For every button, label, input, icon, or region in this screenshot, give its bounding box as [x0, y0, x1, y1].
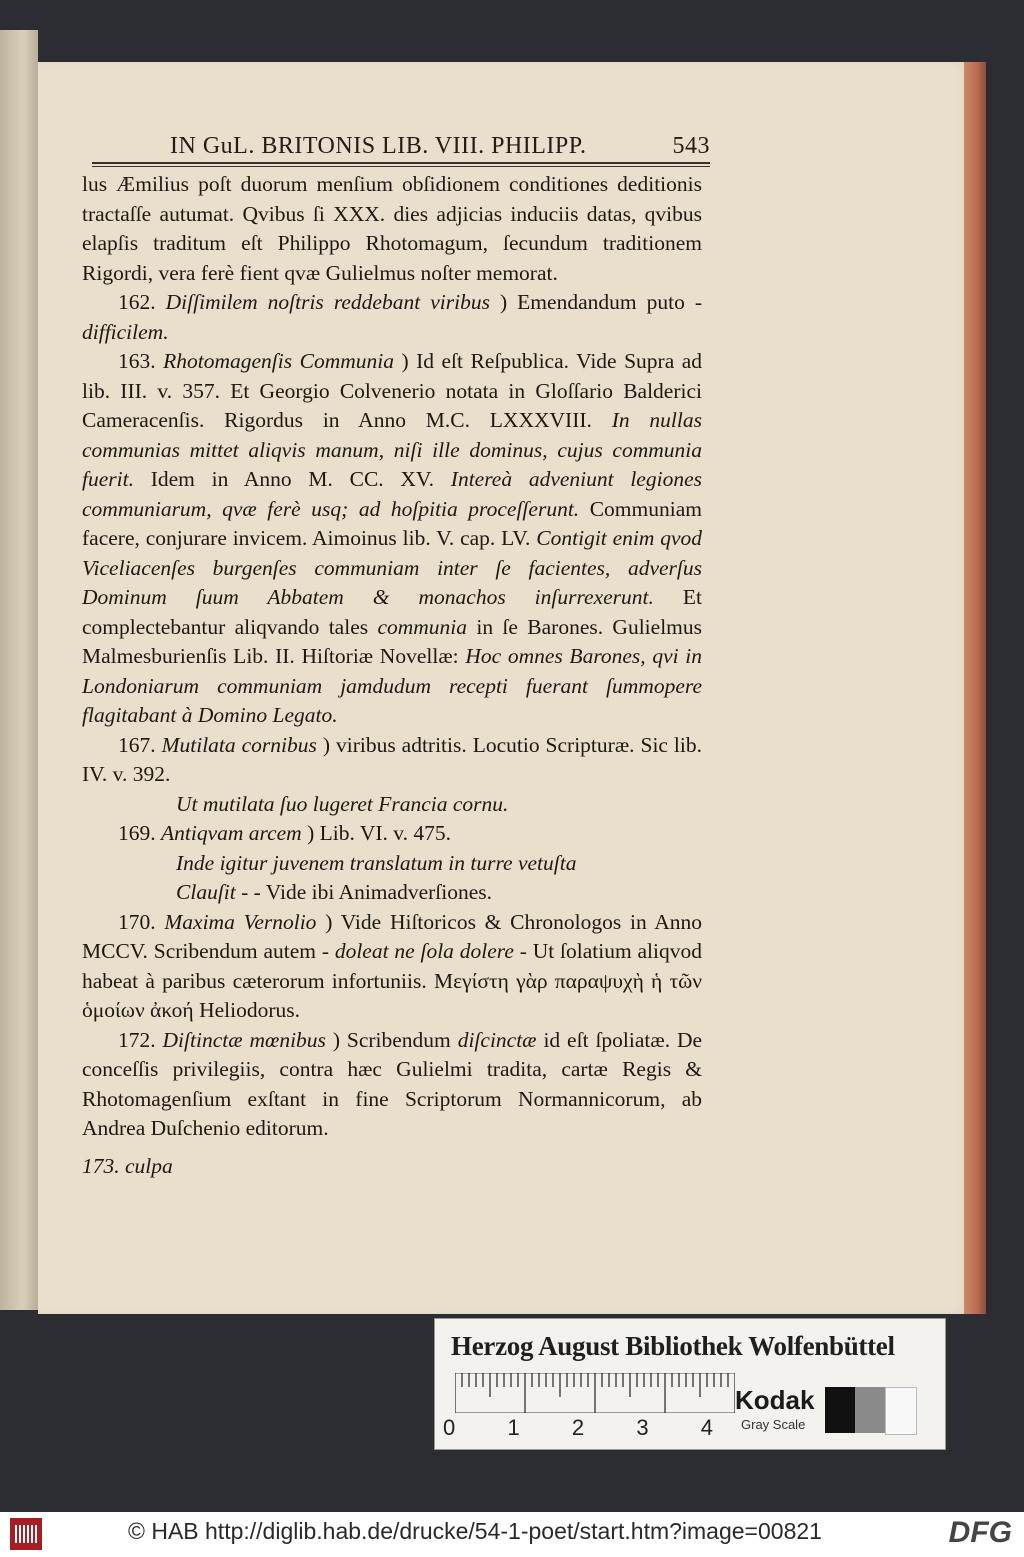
page-edge [964, 62, 986, 1314]
note-text: Et complectebantur aliqvando tales [82, 585, 702, 639]
note-number: 170. [118, 909, 156, 934]
note-lemma: Rhotomagenſis Communia [163, 349, 394, 373]
ruler-number: 3 [636, 1415, 649, 1440]
note-170 [82, 908, 702, 1026]
verse-169-1: Inde igitur juvenem translatum in turre vetuſta [176, 850, 577, 875]
kodak-logo: Kodak [735, 1385, 815, 1415]
note-text: - - Vide ibi Animadverſiones. [241, 880, 493, 904]
note-text: Communiam facere, conjurare invicem. Aimoinus lib. V. cap. LV. [82, 496, 702, 550]
ruler-number: 1 [507, 1415, 520, 1440]
ruler-numbers [443, 1415, 713, 1441]
verse-169-2 [82, 878, 702, 908]
note-text: in ſe Barones. Gulielmus Malmesburienſis Lib. II. Hiſtoriæ Novellæ: [82, 614, 703, 668]
header-rule [92, 162, 710, 164]
note-167 [82, 731, 702, 790]
note-quote: Hoc omnes Barones, qvi in Londoniarum communiam jamdudum recepti fuerant ſummopere flagitabant à Domino Legato. [82, 644, 703, 727]
running-title: IN GuL. BRITONIS LIB. VIII. PHILIPP. [170, 133, 587, 159]
note-number: 163. [118, 349, 156, 373]
note-text: id eſt ſpoliatæ. De conceſſis privilegiis, contra hæc Gulielmi tradita, cartæ Regis & Rhotomagenſium exſtant in fine Scriptorum Normannicorum, ab Andrea Duſchenio editorum. [82, 1027, 703, 1140]
note-quote: Contigit enim qvod Viceliacenſes burgenſes communiam inter ſe facientes, adverſus Dominum ſuum Abbatem & monachos inſurrexerunt. [82, 526, 703, 609]
note-lemma: Mutilata cornibus [161, 732, 317, 757]
ruler-number: 0 [443, 1415, 456, 1440]
note-word: communia [377, 614, 468, 639]
note-text: Heliodorus. [199, 998, 300, 1022]
note-quote: doleat ne ſola dolere - [334, 939, 527, 963]
header-rule-thin [92, 166, 710, 167]
note-text: ) Id eſt Reſpublica. Vide Supra ad lib. III. v. 357. Et Georgio Colvenerio notata in Gloſſario Balderici Cameracenſis. Rigordus in Anno M.C. LXXXVIII. [82, 349, 703, 432]
note-number: 172. [118, 1027, 156, 1052]
dfg-logo: DFG [948, 1516, 1012, 1549]
note-number: 169. [118, 821, 156, 845]
page-text [82, 170, 702, 1181]
verse-167: Ut mutilata ſuo lugeret Francia cornu. [176, 791, 509, 816]
paragraph-1: lus Æmilius poſt duorum menſium obſidionem conditiones deditionis tractaſſe autumat. Qvibus ſi XXX. dies adjicias induciis datas, qvibus elapſis traditum eſt Philippo Rhotomagum, ſecundum traditionem Rigordi, vera ferè fient qvæ Gulielmus noſter memorat. [82, 172, 702, 285]
note-lemma: Maxima Vernolio [164, 909, 317, 934]
gray-swatch-black [825, 1387, 855, 1433]
note-text: ) Emendandum puto - [499, 290, 703, 314]
gray-swatch-white [885, 1387, 917, 1435]
ruler-number: 4 [700, 1415, 713, 1440]
note-number: 162. [118, 290, 156, 314]
note-lemma: Antiqvam arcem [161, 821, 302, 845]
note-lemma: Diſtinctæ mœnibus [162, 1027, 326, 1052]
note-162 [82, 288, 702, 347]
note-text: ) viribus adtritis. Locutio Scripturæ. Sic lib. IV. v. 392. [82, 732, 703, 786]
note-word: diſcinctæ [457, 1027, 537, 1052]
catchword: 173. culpa [82, 1153, 173, 1178]
note-text: Idem in Anno M. CC. XV. [150, 467, 435, 491]
note-text: ) Lib. VI. v. 475. [307, 821, 452, 845]
running-header [170, 124, 710, 160]
note-169 [82, 819, 702, 849]
ruler-ticks [455, 1373, 735, 1413]
note-text: ) Scribendum [332, 1027, 451, 1052]
ruler-number: 2 [571, 1415, 585, 1440]
library-stamp [434, 1318, 946, 1450]
page-number: 543 [672, 133, 710, 159]
note-number: 167. [118, 732, 156, 757]
kodak-subtitle: Gray Scale [741, 1417, 806, 1432]
gray-swatch-mid [855, 1387, 885, 1433]
hab-logo-icon [10, 1518, 42, 1550]
greek-quote: Μεγίστη γὰρ παραψυχὴ ἡ τῶν ὁμοίων ἀκοή [82, 968, 703, 1022]
note-quote: Intereà adveniunt legiones communiarum, qvæ ferè usq; ad hoſpitia proceſſerunt. [82, 467, 702, 521]
note-text-italic: difficilem. [82, 319, 169, 344]
note-quote: In nullas communias mittet aliqvis manum, niſi ille dominus, cujus communia fuerit. [82, 408, 702, 491]
note-172 [82, 1026, 702, 1144]
verse-text: Clauſit [176, 880, 236, 904]
note-text: ) Vide Hiſtoricos & Chronologos in Anno MCCV. Scribendum autem - [82, 909, 703, 963]
note-lemma: Diſſimilem noſtris reddebant viribus [165, 290, 490, 314]
stamp-title: Herzog August Bibliothek Wolfenbüttel [451, 1331, 895, 1361]
note-text: Ut ſolatium aliqvod habeat à paribus cæterorum infortuniis. [82, 939, 702, 993]
footer-bar [0, 1512, 1024, 1557]
left-page-edge [0, 30, 38, 1310]
footer-copyright-link[interactable]: © HAB http://diglib.hab.de/drucke/54-1-poet/start.htm?image=00821 [128, 1518, 822, 1544]
scale-ruler [455, 1373, 735, 1413]
note-163 [82, 347, 702, 731]
